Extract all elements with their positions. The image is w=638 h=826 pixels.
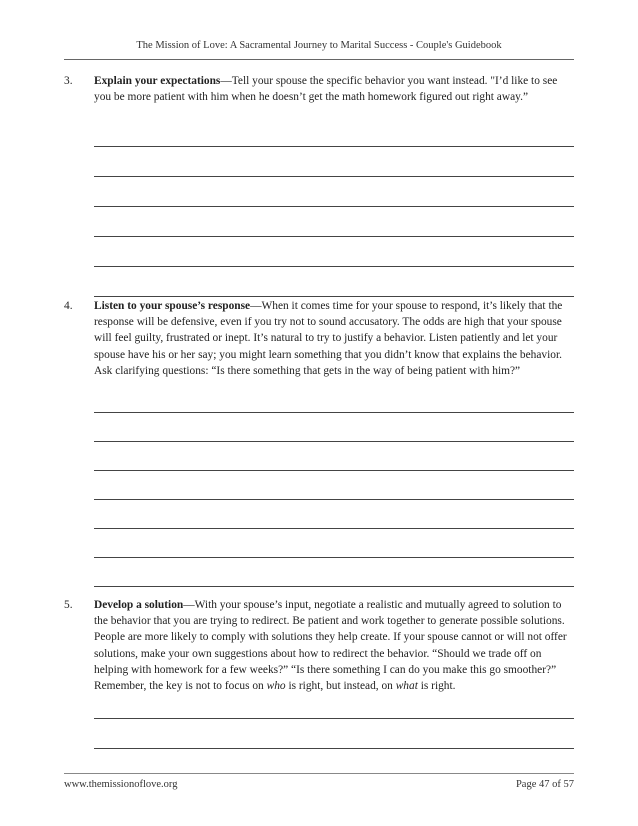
writing-line[interactable] (94, 236, 574, 237)
footer-divider (64, 773, 574, 774)
list-item-3 (64, 73, 574, 105)
item-text: —With your spouse’s input, negotiate a realistic and mutually agreed to solution to the behavior that you are trying to redirect. Be patient and work together to generate possible solutions. People are more likely to comply with solutions they help create. If your spouse cannot or will not offer solutions, make your own suggestions about how to redirect the behavior. “Should we trade off on helping with homework for a few weeks?” “Is there something I can do you make this go smoother?” Remember, the key is not to focus on (94, 599, 567, 693)
list-item-4 (64, 298, 574, 379)
writing-line[interactable] (94, 176, 574, 177)
item-term: Explain your expectations (94, 75, 221, 87)
item-text: —Tell your spouse the specific behavior you want instead. "I’d like to see you be more patient with him when he doesn’t get the math homework figured out right away.” (94, 75, 558, 104)
item-body (94, 298, 574, 379)
writing-line[interactable] (94, 441, 574, 442)
writing-line[interactable] (94, 412, 574, 413)
writing-line[interactable] (94, 499, 574, 500)
list-item-5 (64, 597, 574, 694)
writing-lines-5 (64, 700, 574, 749)
writing-lines-3 (64, 127, 574, 297)
emphasis-what: what (395, 680, 418, 693)
writing-line[interactable] (94, 748, 574, 749)
writing-line[interactable] (94, 528, 574, 529)
writing-line[interactable] (94, 557, 574, 558)
item-term: Develop a solution (94, 599, 184, 611)
page-header: The Mission of Love: A Sacramental Journey to Marital Success - Couple's Guidebook (136, 40, 502, 51)
item-text: —When it comes time for your spouse to respond, it’s likely that the response will be defensive, even if you try not to sound accusatory. The odds are high that your spouse will feel guilty, frustrated or inept. It’s natural to try to justify a behavior. Listen patiently and let your spouse have his or her say; you might learn something that you didn’t know that explains the behavior. Ask clarifying questions: “Is there something that gets in the way of being patient with him?” (94, 300, 563, 377)
item-text-between: is right, but instead, on (285, 680, 396, 693)
writing-line[interactable] (94, 266, 574, 267)
item-number: 5. (64, 599, 73, 611)
footer-website: www.themissionoflove.org (64, 779, 178, 790)
item-number: 3. (64, 75, 73, 87)
item-term: Listen to your spouse’s response (94, 300, 251, 312)
footer-page-number: Page 47 of 57 (515, 779, 574, 790)
writing-lines-4 (64, 394, 574, 587)
header-divider (64, 59, 574, 60)
writing-line[interactable] (94, 470, 574, 471)
writing-line[interactable] (94, 146, 574, 147)
emphasis-who: who (266, 680, 286, 693)
writing-line[interactable] (94, 718, 574, 719)
item-number: 4. (64, 300, 73, 312)
item-body (94, 597, 574, 694)
writing-line[interactable] (94, 206, 574, 207)
item-body (94, 73, 574, 105)
writing-line[interactable] (94, 586, 574, 587)
writing-line[interactable] (94, 296, 574, 297)
item-text-end: is right. (417, 680, 456, 693)
